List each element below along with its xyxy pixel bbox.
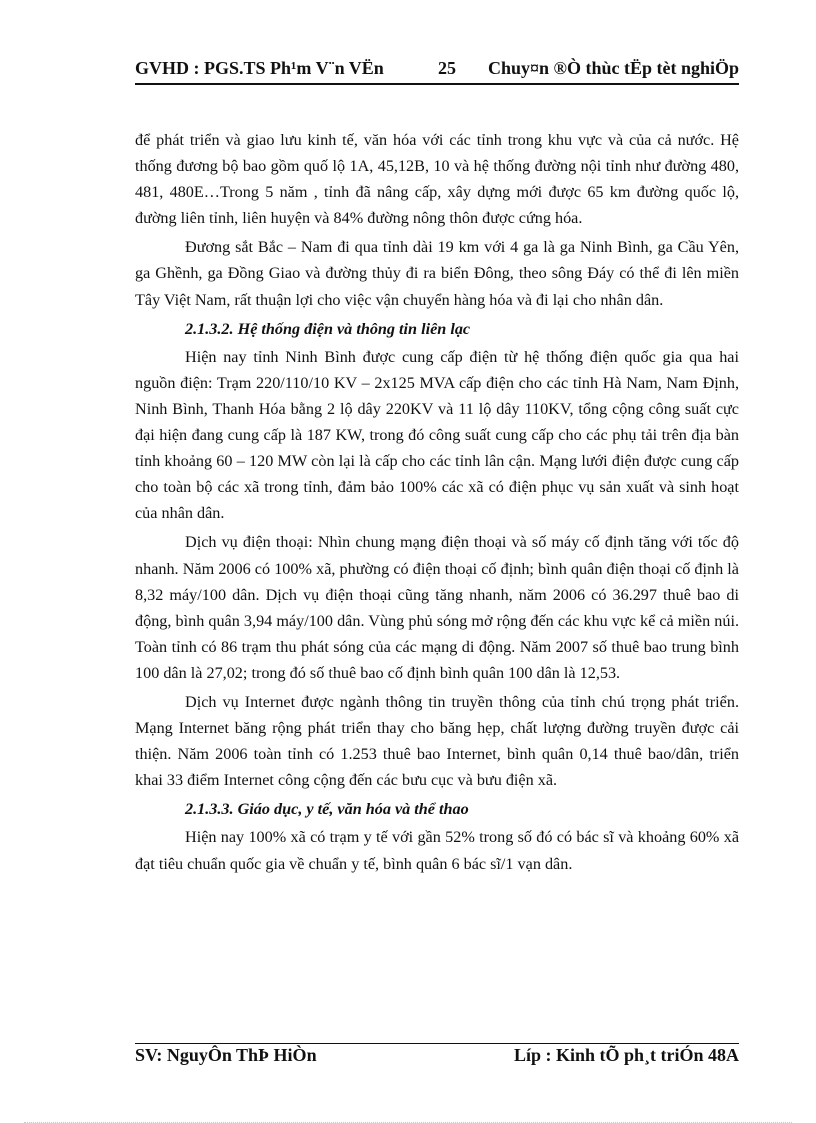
paragraph-internet: Dịch vụ Internet được ngành thông tin truyền thông của tỉnh chú trọng phát triển. Mạng Internet băng rộng phát triển thay cho băng hẹp, chất lượng đường truyền được cải thiện. Năm 2006 toàn tỉnh có 1.253 thuê bao Internet, bình quân 0,14 thuê bao/dân, triển khai 33 điểm Internet công cộng đến các bưu cục và bưu điện xã. [135,692,739,790]
section-heading-education: 2.1.3.3. Giáo dục, y tế, văn hóa và thể thao [185,800,469,819]
paragraph-railway: Đương sắt Bắc – Nam đi qua tỉnh dài 19 km với 4 ga là ga Ninh Bình, ga Cầu Yên, ga Ghềnh, ga Đồng Giao và đường thủy đi ra biển Đông, theo sông Đáy có thể đi lên miền Tây Việt Nam, rất thuận lợi cho việc vận chuyển hàng hóa và đi lại cho nhân dân. [135,238,739,309]
paragraph-telephone: Dịch vụ điện thoại: Nhìn chung mạng điện thoại và số máy cố định tăng với tốc độ nhanh. Năm 2006 có 100% xã, phường có điện thoại cố định; bình quân điện thoại cố định là 8,32 máy/100 dân. Dịch vụ điện thoại cũng tăng nhanh, năm 2006 có 36.297 thuê bao di động, bình quân 3,94 máy/100 dân. Vùng phủ sóng mở rộng đến các khu vực kể cả miền núi. Toàn tỉnh có 86 trạm thu phát sóng của các mạng di động. Năm 2007 số thuê bao trung bình 100 dân là 27,02; trong đó số thuê bao cố định bình quân 100 dân là 12,53. [135,533,739,682]
footer-class: Líp : Kinh tÕ ph¸t triÓn 48A [513,1045,739,1065]
footer-student: SV: NguyÔn ThÞ HiÒn [135,1045,317,1065]
header-advisor: GVHD : PGS.TS Ph¹m V¨n VËn [135,58,384,78]
paragraph-roads: để phát triển và giao lưu kinh tế, văn hóa với các tỉnh trong khu vực và của cả nước. Hệ thống đương bộ bao gồm quố lộ 1A, 45,12B, 10 và hệ thống đường nội tỉnh như đường 480, 481, 480E…Trong 5 năm , tỉnh đã nâng cấp, xây dựng mới được 65 km đường quốc lộ, đường liên tỉnh, liên huyện và 84% đường nông thôn được cứng hóa. [135,131,739,228]
footer-divider [135,1043,739,1044]
header-title: Chuy¤n ®Ò thùc tËp tèt nghiÖp [487,58,739,78]
page-number: 25 [438,58,456,78]
page-header [135,58,739,85]
page-footer [135,1045,739,1069]
section-heading-electricity: 2.1.3.2. Hệ thống điện và thông tin liên lạc [185,319,471,338]
paragraph-health: Hiện nay 100% xã có trạm y tế với gần 52% trong số đó có bác sĩ và khoảng 60% xã đạt tiêu chuẩn quốc gia về chuẩn y tế, bình quân 6 bác sĩ/1 vạn dân. [135,828,739,873]
document-body [135,127,739,880]
paragraph-electricity: Hiện nay tỉnh Ninh Bình được cung cấp điện từ hệ thống điện quốc gia qua hai nguồn điện: Trạm 220/110/10 KV – 2x125 MVA cấp điện cho các tỉnh Hà Nam, Nam Định, Ninh Bình, Thanh Hóa bằng 2 lộ dây 220KV và 11 lộ dây 110KV, tổng cộng công suất cực đại hiện đang cung cấp là 187 KW, trong đó công suất cung cấp cho các phụ tải trên địa bàn tỉnh khoảng 60 – 120 MW còn lại là cấp cho các tỉnh lân cận. Mạng lưới điện được cung cấp cho toàn bộ các xã trong tỉnh, đảm bảo 100% các xã có điện phục vụ sản xuất và sinh hoạt của nhân dân. [135,347,739,523]
